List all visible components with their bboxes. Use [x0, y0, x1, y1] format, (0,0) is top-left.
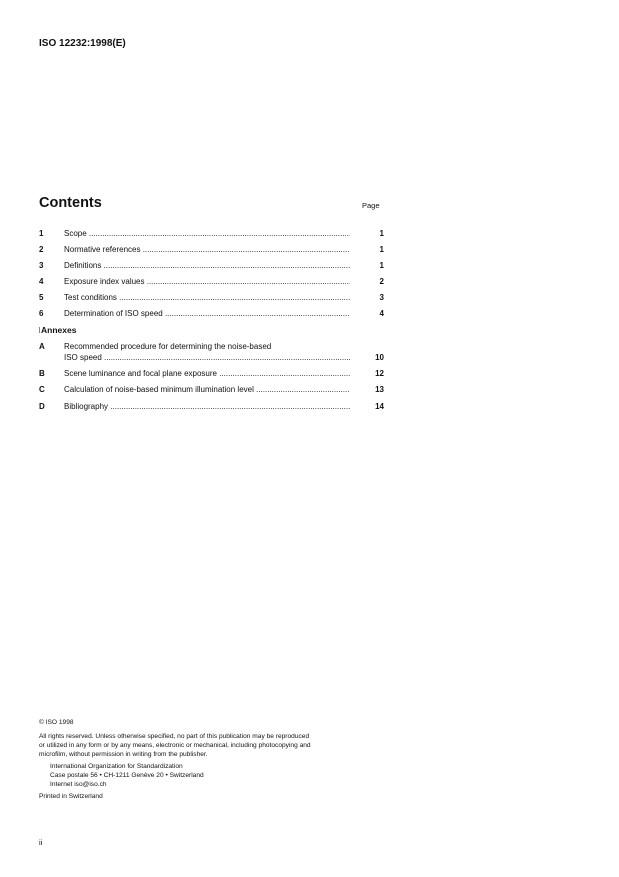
page-column-label: Page: [362, 201, 380, 210]
toc-page: 3: [379, 293, 384, 302]
toc-page: 12: [375, 369, 384, 378]
toc-annex-entry[interactable]: [39, 342, 384, 364]
toc-number: B: [39, 369, 45, 378]
org-internet: Internet iso@iso.ch: [50, 781, 107, 788]
toc-page: 1: [379, 261, 384, 270]
toc-title: Calculation of noise-based minimum illumination level .....: [64, 385, 350, 394]
toc-page: 4: [379, 309, 384, 318]
toc-title: Bibliography .....: [64, 402, 350, 411]
toc-page: 1: [379, 245, 384, 254]
toc-entry[interactable]: [39, 261, 384, 272]
rights-line: microfilm, without permission in writing from the publisher.: [39, 751, 208, 758]
toc-number: 4: [39, 277, 44, 286]
page-number: ii: [39, 838, 43, 847]
toc-entry[interactable]: [39, 245, 384, 256]
toc-page: 14: [375, 402, 384, 411]
toc-title: ISO speed .....: [64, 353, 350, 362]
toc-entry[interactable]: [39, 309, 384, 320]
toc-title: Exposure index values .....: [64, 277, 350, 286]
toc-entry[interactable]: [39, 277, 384, 288]
toc-title: Test conditions .....: [64, 293, 350, 302]
toc-page: 2: [379, 277, 384, 286]
toc-page: 13: [375, 385, 384, 394]
toc-page: 10: [375, 353, 384, 362]
toc-number: 3: [39, 261, 44, 270]
toc-title: Determination of ISO speed .....: [64, 309, 350, 318]
toc-annex-entry[interactable]: [39, 402, 384, 413]
annexes-heading: Annexes: [41, 325, 77, 335]
toc-entry[interactable]: [39, 293, 384, 304]
toc-number: 6: [39, 309, 44, 318]
toc-annex-entry[interactable]: [39, 369, 384, 380]
toc-number: 1: [39, 229, 44, 238]
toc-entry[interactable]: [39, 229, 384, 240]
toc-title-line1: Recommended procedure for determining the noise-based: [64, 342, 272, 351]
rights-line: or utilized in any form or by any means, electronic or mechanical, including photocopying and: [39, 742, 311, 749]
copyright-line: © ISO 1998: [39, 719, 74, 726]
toc-title: Definitions .....: [64, 261, 350, 270]
toc-page: 1: [379, 229, 384, 238]
toc-title: Scene luminance and focal plane exposure .....: [64, 369, 350, 378]
org-name: International Organization for Standardization: [50, 763, 183, 770]
toc-number: A: [39, 342, 45, 351]
toc-number: C: [39, 385, 45, 394]
toc-number: 2: [39, 245, 44, 254]
document-header: ISO 12232:1998(E): [39, 38, 126, 49]
rights-line: All rights reserved. Unless otherwise specified, no part of this publication may be reproduced: [39, 733, 310, 740]
toc-title: Scope .....: [64, 229, 350, 238]
printed-in: Printed in Switzerland: [39, 793, 103, 800]
toc-number: D: [39, 402, 45, 411]
toc-title: Normative references .....: [64, 245, 350, 254]
toc-annex-entry[interactable]: [39, 385, 384, 396]
contents-title: Contents: [39, 195, 102, 211]
org-address: Case postale 56 • CH-1211 Genève 20 • Switzerland: [50, 772, 204, 779]
toc-number: 5: [39, 293, 44, 302]
